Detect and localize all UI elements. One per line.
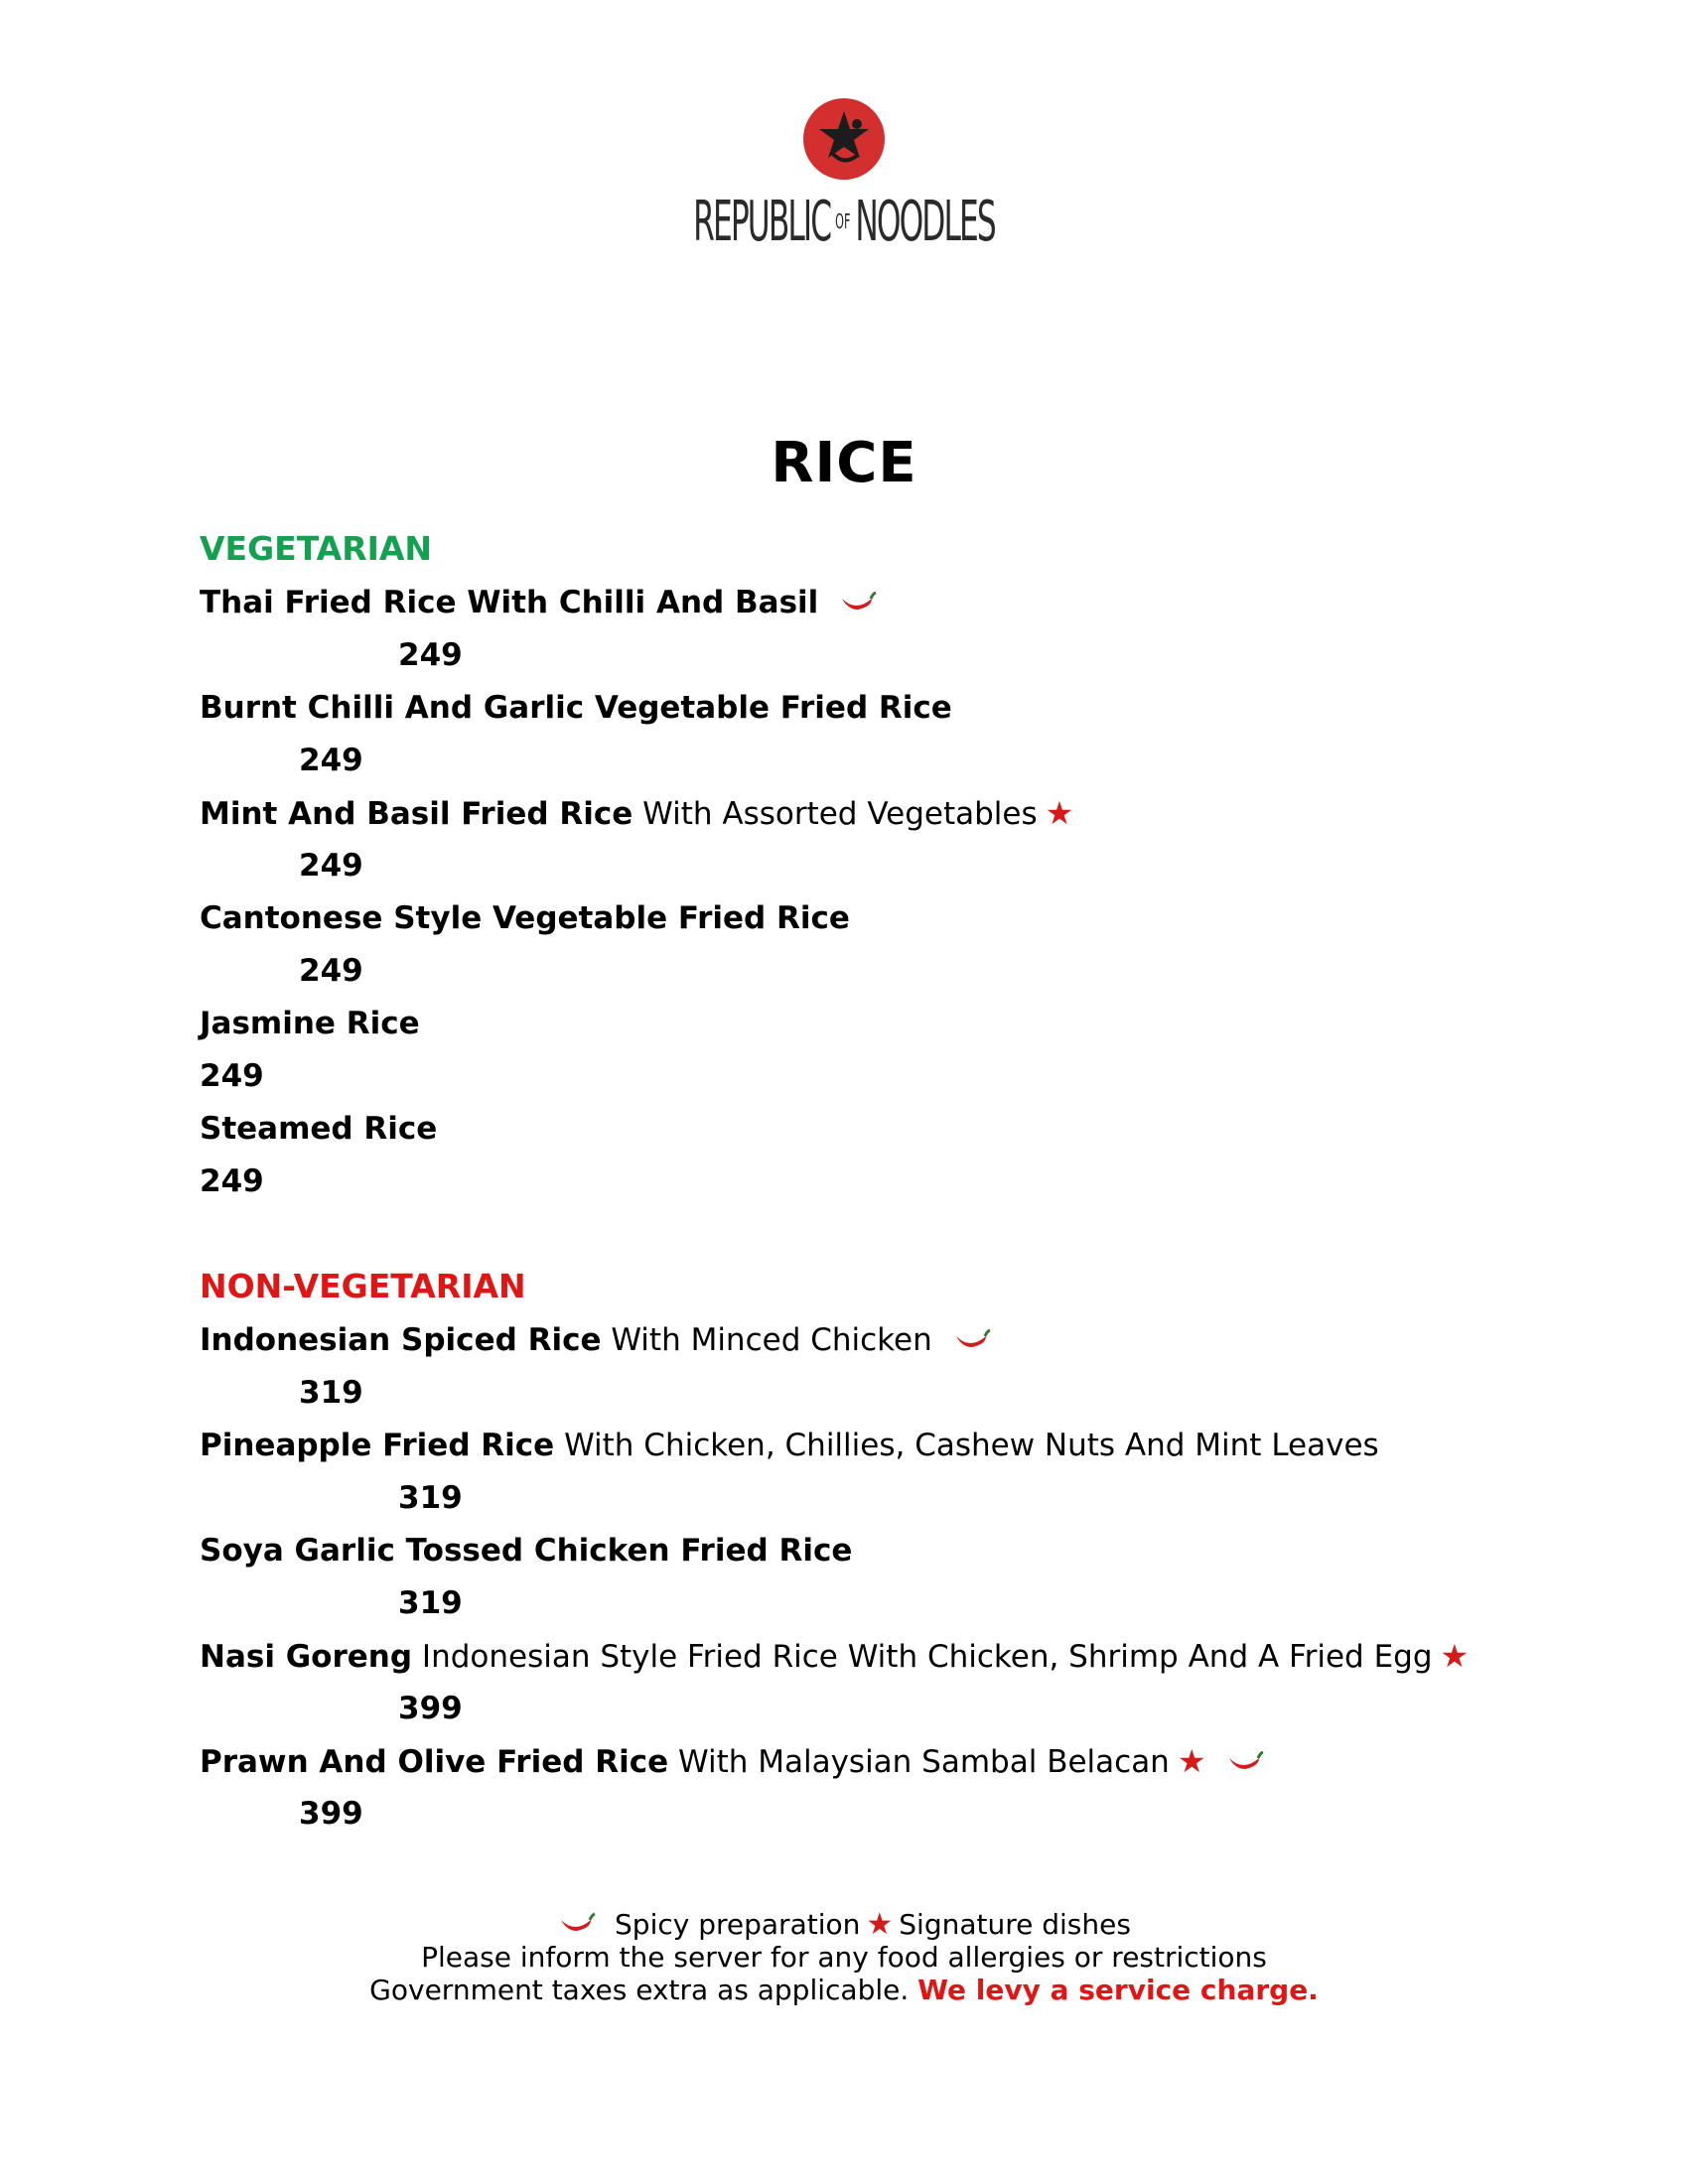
menu-item-name-row — [200, 1420, 1490, 1472]
item-name: Steamed Rice — [200, 1111, 438, 1147]
item-name: Jasmine Rice — [200, 1006, 420, 1041]
menu-footer — [0, 1908, 1688, 2006]
star-icon: ★ — [1045, 794, 1074, 832]
item-name: Prawn And Olive Fried Rice — [200, 1744, 669, 1780]
item-description: With Chicken, Chillies, Cashew Nuts And Mint Leaves — [564, 1428, 1379, 1463]
item-name: Cantonese Style Vegetable Fried Rice — [200, 900, 850, 936]
item-name: Soya Garlic Tossed Chicken Fried Rice — [200, 1533, 853, 1569]
menu-item-name-row — [200, 1103, 1490, 1156]
republic-of-noodles-emblem-icon — [802, 97, 886, 181]
menu-list — [200, 524, 1490, 1841]
page-title: RICE — [771, 431, 917, 495]
allergy-note: Please inform the server for any food allergies or restrictions — [421, 1941, 1267, 1974]
legend-signature-label: Signature dishes — [899, 1908, 1131, 1941]
chili-pepper-icon — [1225, 1750, 1265, 1774]
item-price: 249 — [200, 1058, 264, 1094]
brand-wordmark — [321, 190, 1367, 254]
item-price: 249 — [299, 743, 363, 778]
brand-word-noodles: NOODLES — [855, 190, 995, 254]
tax-note: Government taxes extra as applicable. — [369, 1974, 910, 2006]
menu-item-name-row — [200, 998, 1490, 1050]
menu-item-name-row — [200, 787, 1490, 840]
menu-item-name-row — [200, 577, 1490, 629]
chili-pepper-icon — [838, 591, 878, 614]
item-name: Thai Fried Rice With Chilli And Basil — [200, 585, 819, 620]
tax-line — [0, 1974, 1688, 2006]
item-price: 399 — [299, 1796, 363, 1832]
star-icon: ★ — [1440, 1637, 1470, 1675]
menu-item-name-row — [200, 1630, 1490, 1683]
item-price: 319 — [398, 1480, 463, 1516]
item-description: With Minced Chicken — [611, 1322, 932, 1358]
item-name: Pineapple Fried Rice — [200, 1428, 555, 1463]
item-name: Indonesian Spiced Rice — [200, 1322, 602, 1358]
item-price: 249 — [299, 953, 363, 989]
item-description: With Malaysian Sambal Belacan — [677, 1744, 1170, 1780]
section-spacer — [200, 1208, 1490, 1262]
item-price: 249 — [200, 1163, 264, 1199]
legend-spicy-label: Spicy preparation — [615, 1908, 861, 1941]
item-name: Burnt Chilli And Garlic Vegetable Fried Rice — [200, 690, 952, 726]
section-heading-vegetarian: VEGETARIAN — [200, 529, 433, 568]
item-description: Indonesian Style Fried Rice With Chicken, Shrimp And A Fried Egg — [421, 1639, 1433, 1675]
item-price: 319 — [299, 1375, 363, 1411]
brand-word-republic: REPUBLIC — [693, 190, 831, 254]
star-icon: ★ — [866, 1907, 894, 1942]
chili-pepper-icon — [952, 1328, 992, 1352]
chili-pepper-icon — [557, 1912, 597, 1936]
legend-line — [0, 1908, 1688, 1941]
item-name: Mint And Basil Fried Rice — [200, 796, 633, 832]
item-price: 399 — [398, 1691, 463, 1726]
item-price: 249 — [398, 637, 463, 673]
brand-word-of: OF — [835, 209, 851, 233]
star-icon: ★ — [1177, 1742, 1206, 1780]
menu-item-name-row — [200, 1525, 1490, 1577]
menu-item-name-row — [200, 682, 1490, 735]
item-price: 319 — [398, 1585, 463, 1621]
menu-item-name-row — [200, 1314, 1490, 1367]
section-heading-non-vegetarian: NON-VEGETARIAN — [200, 1267, 526, 1305]
brand-logo — [0, 97, 1688, 254]
service-charge-note: We levy a service charge. — [917, 1974, 1319, 2006]
item-description: With Assorted Vegetables — [642, 796, 1038, 832]
menu-item-name-row — [200, 892, 1490, 945]
item-price: 249 — [299, 848, 363, 884]
menu-item-name-row — [200, 1735, 1490, 1788]
item-name: Nasi Goreng — [200, 1639, 413, 1675]
